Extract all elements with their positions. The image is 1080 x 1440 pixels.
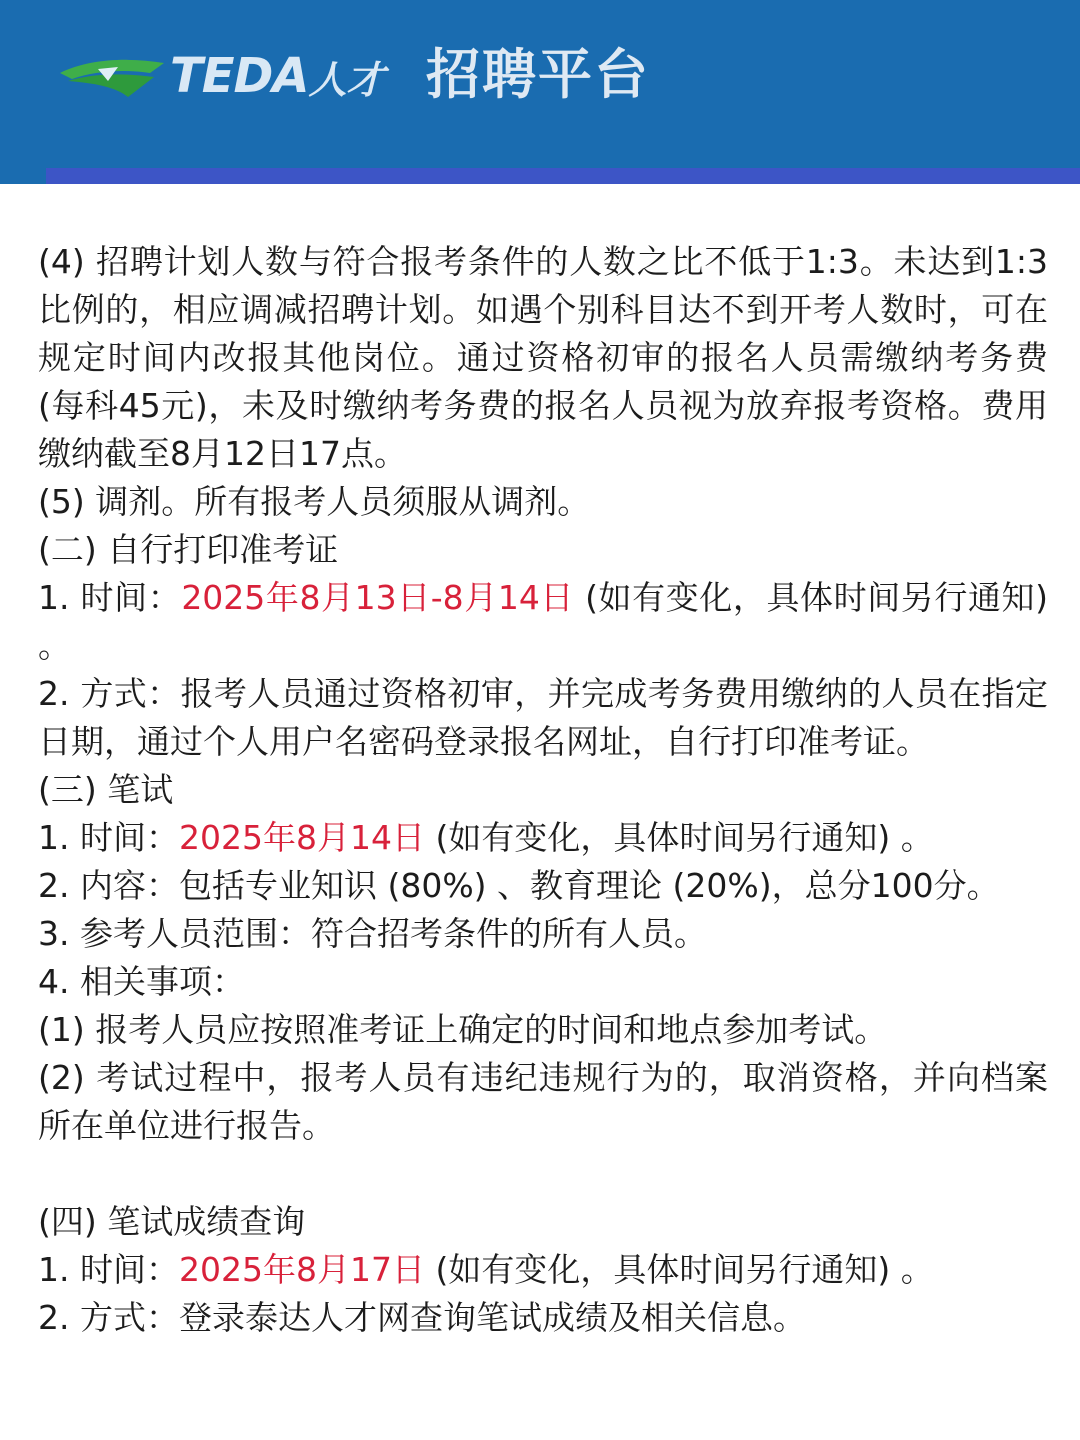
time-value: 2025年8月13日-8月14日 — [181, 578, 575, 617]
section-2-time — [38, 574, 1048, 670]
time-value: 2025年8月17日 — [178, 1250, 425, 1289]
logo-text: TEDA — [170, 48, 309, 104]
article-body — [38, 238, 1048, 1342]
spacer — [38, 1150, 1048, 1198]
section-3-time — [38, 814, 1048, 862]
teda-wing-logo-icon — [58, 51, 166, 101]
section-3-scope: 3. 参考人员范围：符合招考条件的所有人员。 — [38, 914, 707, 953]
time-label: 1. 时间： — [38, 1250, 179, 1289]
item-4-paragraph: (4) 招聘计划人数与符合报考条件的人数之比不低于1:3。未达到1:3比例的，相应调减招聘计划。如遇个别科目达不到开考人数时，可在规定时间内改报其他岗位。通过资格初审的报名人员需缴纳考务费 (每科45元)，未及时缴纳考务费的报名人员视为放弃报考资格。费用缴纳截至8月12日17点。 — [38, 242, 1048, 473]
section-2-method: 2. 方式：报考人员通过资格初审，并完成考务费用缴纳的人员在指定日期，通过个人用户名密码登录报名网址，自行打印准考证。 — [38, 674, 1048, 761]
section-4-time — [38, 1246, 1048, 1294]
platform-title: 招聘平台 — [426, 43, 650, 106]
time-note: (如有变化，具体时间另行通知) 。 — [424, 818, 934, 857]
item-5-paragraph: (5) 调剂。所有报考人员须服从调剂。 — [38, 482, 591, 521]
teda-logo — [58, 44, 385, 108]
section-4-title: (四) 笔试成绩查询 — [38, 1202, 306, 1241]
time-label: 1. 时间： — [38, 818, 179, 857]
section-3-matter-2: (2) 考试过程中，报考人员有违纪违规行为的，取消资格，并向档案所在单位进行报告。 — [38, 1058, 1048, 1145]
time-note: (如有变化，具体时间另行通知) 。 — [424, 1250, 934, 1289]
time-value: 2025年8月14日 — [178, 818, 425, 857]
logo-mark: 人才 — [308, 56, 385, 102]
time-label: 1. 时间： — [38, 578, 182, 617]
time-note: (如有变化，具体时间另行通知) 。 — [38, 578, 1048, 665]
section-2-title: (二) 自行打印准考证 — [38, 530, 339, 569]
section-3-content: 2. 内容：包括专业知识 (80%) 、教育理论 (20%)，总分100分。 — [38, 866, 1000, 905]
section-3-title: (三) 笔试 — [38, 770, 174, 809]
section-3-matters: 4. 相关事项： — [38, 962, 245, 1001]
section-3-matter-1: (1) 报考人员应按照准考证上确定的时间和地点参加考试。 — [38, 1010, 888, 1049]
section-4-method: 2. 方式：登录泰达人才网查询笔试成绩及相关信息。 — [38, 1298, 806, 1337]
header-banner — [0, 0, 1080, 184]
header-stripe — [46, 168, 1080, 184]
